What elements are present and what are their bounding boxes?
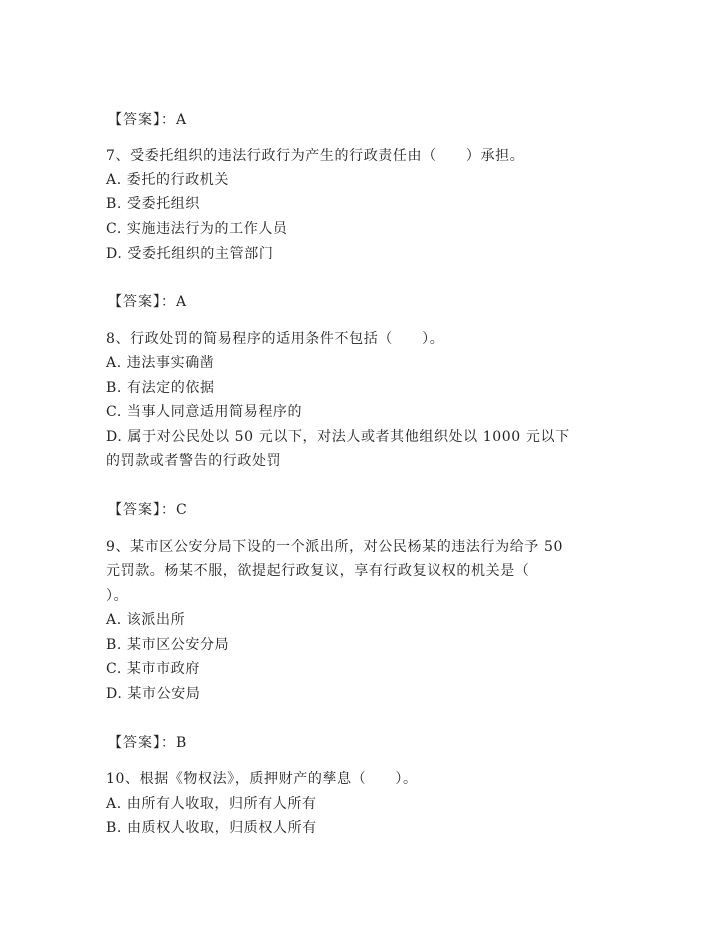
option-line: A. 由所有人收取，归所有人所有 [106,796,317,812]
option-line: D. 属于对公民处以 50 元以下，对法人或者其他组织处以 1000 元以下 [106,429,570,445]
option-line: C. 某市市政府 [106,661,200,677]
question-9-text-continued: 元罚款。杨某不服，欲提起行政复议，享有行政复议权的机关是（ [106,563,530,579]
answer-line: 【答案】：C [108,502,188,518]
option-line: C. 实施违法行为的工作人员 [106,221,288,237]
answer-line: 【答案】：A [108,294,188,310]
option-line: D. 某市公安局 [106,686,201,702]
option-line: B. 由质权人收取，归质权人所有 [106,820,317,836]
option-line: A. 委托的行政机关 [106,172,230,188]
answer-line: 【答案】：A [108,112,188,128]
question-9-text-continued: ）。 [106,588,129,604]
option-line: C. 当事人同意适用简易程序的 [106,404,303,420]
question-8-text: 8、行政处罚的简易程序的适用条件不包括（ ）。 [106,331,445,347]
option-line: D. 受委托组织的主管部门 [106,246,274,262]
question-7-text: 7、受委托组织的违法行政行为产生的行政责任由（ ）承担。 [106,148,525,164]
option-line: B. 有法定的依据 [106,380,215,396]
option-line-continued: 的罚款或者警告的行政处罚 [106,453,282,469]
question-9-text: 9、某市区公安分局下设的一个派出所，对公民杨某的违法行为给予 50 [106,539,563,555]
answer-line: 【答案】：B [108,735,188,751]
option-line: A. 违法事实确凿 [106,355,215,371]
question-10-text: 10、根据《物权法》，质押财产的孳息（ ）。 [106,771,418,787]
option-line: B. 某市区公安分局 [106,637,230,653]
option-line: B. 受委托组织 [106,196,200,212]
option-line: A. 该派出所 [106,612,186,628]
